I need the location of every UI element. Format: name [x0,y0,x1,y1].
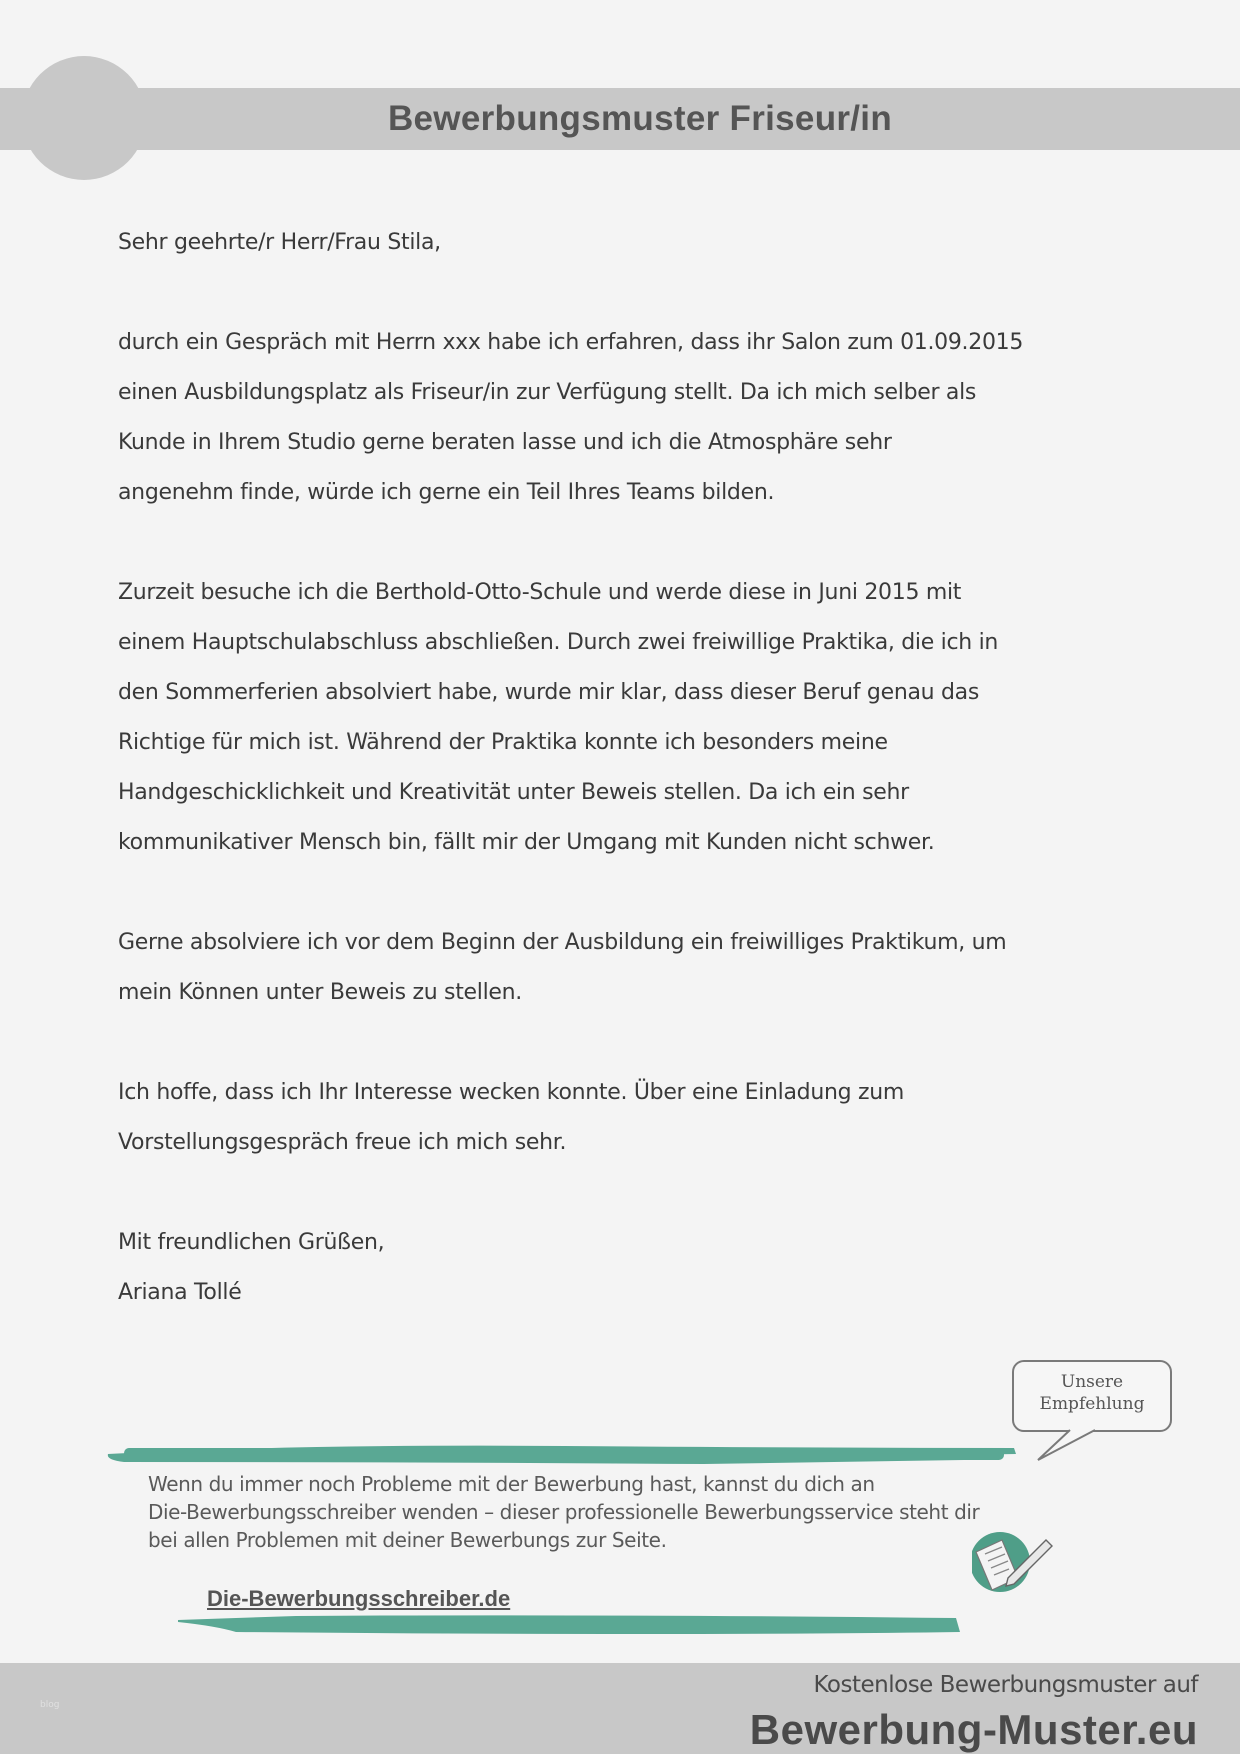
footer-brand: Bewerbung-Muster.eu [749,1706,1198,1753]
bewerbungsschreiber-link[interactable]: Die-Bewerbungsschreiber.de [207,1586,511,1611]
promo-text [148,1470,1108,1554]
text-line: Ich hoffe, dass ich Ihr Interesse wecken konnte. Über eine Einladung zum [118,1080,904,1105]
text-line: Gerne absolviere ich vor dem Beginn der Ausbildung ein freiwilliges Praktikum, um [118,930,1007,955]
closing-block [118,1218,1128,1318]
promo-line: bei allen Problemen mit deiner Bewerbungs zur Seite. [148,1528,667,1552]
text-line: einen Ausbildungsplatz als Friseur/in zur Verfügung stellt. Da ich mich selber als [118,380,977,405]
letter-body [118,218,1128,1318]
watermark: blog [40,1700,60,1710]
signature: Ariana Tollé [118,1280,242,1305]
brush-stroke-top [104,1438,1024,1468]
promo-line: Die-Bewerbungsschreiber wenden – dieser professionelle Bewerbungsservice steht dir [148,1500,980,1524]
paragraph-4 [118,1068,1128,1168]
text-line: kommunikativer Mensch bin, fällt mir der Umgang mit Kunden nicht schwer. [118,830,935,855]
text-line: angenehm finde, würde ich gerne ein Teil Ihres Teams bilden. [118,480,775,505]
paragraph-2 [118,568,1128,868]
text-line: Richtige für mich ist. Während der Praktika konnte ich besonders meine [118,730,888,755]
text-line: den Sommerferien absolviert habe, wurde mir klar, dass dieser Beruf genau das [118,680,980,705]
text-line: Kunde in Ihrem Studio gerne beraten lasse und ich die Atmosphäre sehr [118,430,892,455]
text-line: mein Können unter Beweis zu stellen. [118,980,522,1005]
text-line: einem Hauptschulabschluss abschließen. Durch zwei freiwillige Praktika, die ich in [118,630,999,655]
page-title: Bewerbungsmuster Friseur/in [387,99,893,138]
brush-stroke-bottom [176,1612,966,1638]
closing: Mit freundlichen Grüßen, [118,1230,385,1255]
text-line: Vorstellungsgespräch freue ich mich sehr. [118,1130,567,1155]
text-line: Handgeschicklichkeit und Kreativität unter Beweis stellen. Da ich ein sehr [118,780,909,805]
paragraph-3 [118,918,1128,1018]
paragraph-1 [118,318,1128,518]
document-pen-icon [972,1532,1056,1598]
promo-line: Wenn du immer noch Probleme mit der Bewerbung hast, kannst du dich an [148,1472,875,1496]
bubble-line-1: Unsere [1060,1372,1124,1392]
recommendation-bubble [1012,1360,1172,1432]
text-line: durch ein Gespräch mit Herrn xxx habe ich erfahren, dass ihr Salon zum 01.09.2015 [118,330,1024,355]
footer-subtitle: Kostenlose Bewerbungsmuster auf [813,1672,1198,1698]
bubble-line-2: Empfehlung [1039,1394,1145,1414]
salutation: Sehr geehrte/r Herr/Frau Stila, [118,230,441,255]
bubble-tail [1030,1428,1110,1464]
text-line: Zurzeit besuche ich die Berthold-Otto-Schule und werde diese in Juni 2015 mit [118,580,962,605]
